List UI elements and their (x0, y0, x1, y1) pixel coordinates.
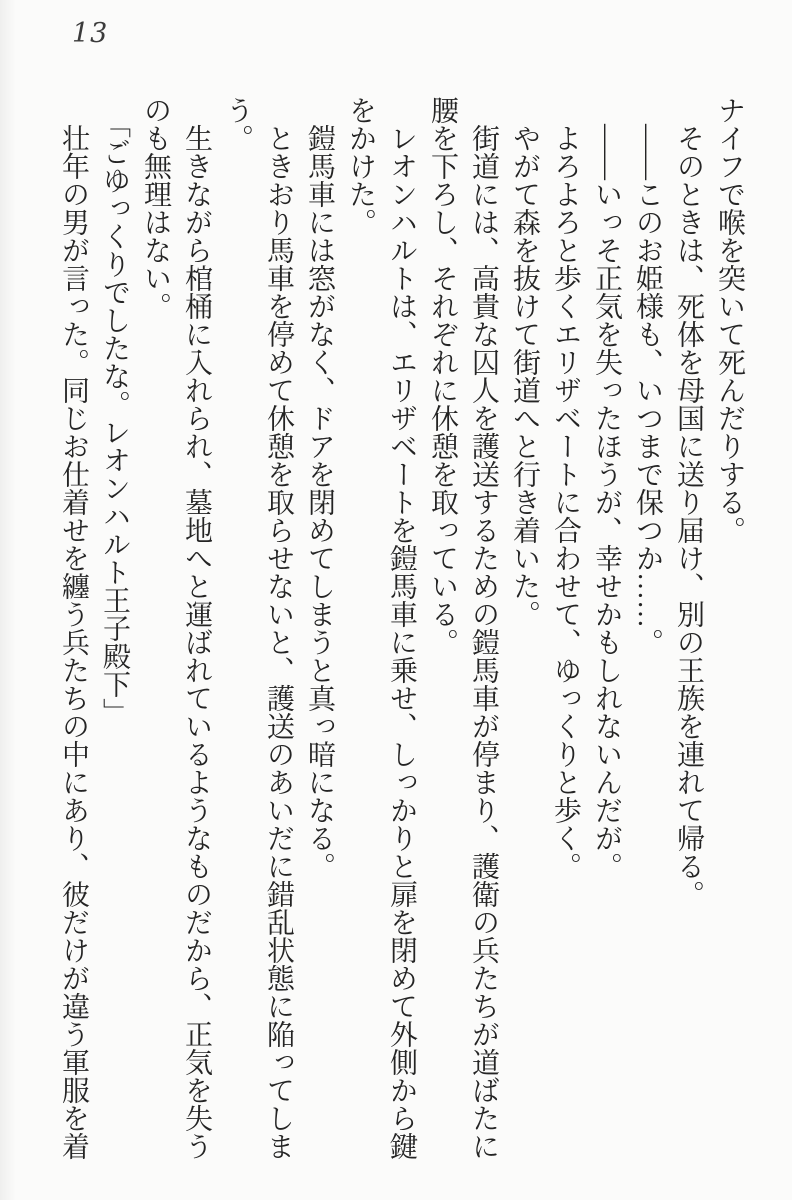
paragraph: レオンハルトは、エリザベートを鎧馬車に乗せ、しっかりと扉を閉めて外側から鍵をかけた。 (345, 96, 417, 1160)
paragraph: ナイフで喉を突いて死んだりする。 (714, 96, 745, 544)
paragraph: ――いっそ正気を失ったほうが、幸せかもしれないんだが。 (591, 124, 622, 880)
paragraph: そのときは、死体を母国に送り届け、別の王族を連れて帰る。 (673, 124, 704, 908)
paragraph: ときおり馬車を停めて休憩を取らせないと、護送のあいだに錯乱状態に陥ってしまう。 (222, 96, 294, 1160)
paragraph: 街道には、高貴な囚人を護送するための鎧馬車が停まり、護衛の兵たちが道ばたに腰を下ろし、それぞれに休憩を取っている。 (427, 96, 499, 1160)
page-number: 13 (72, 18, 109, 49)
paragraph: 「ごゆっくりでしたな。レオンハルト王子殿下」 (99, 110, 130, 726)
paragraph: 生きながら棺桶に入れられ、墓地へと運ばれているようなものだから、正気を失うのも無理はない。 (140, 96, 212, 1160)
paragraph: 壮年の男が言った。同じお仕着せを纏う兵たちの中にあり、彼だけが違う軍服を着 (58, 124, 89, 1160)
paragraph: 鎧馬車には窓がなく、ドアを閉めてしまうと真っ暗になる。 (304, 124, 335, 880)
body-text (53, 96, 750, 1160)
paragraph: やがて森を抜けて街道へと行き着いた。 (509, 124, 540, 628)
paragraph: ――このお姫様も、いつまで保つか……。 (632, 124, 663, 656)
paragraph: よろよろと歩くエリザベートに合わせて、ゆっくりと歩く。 (550, 124, 581, 880)
